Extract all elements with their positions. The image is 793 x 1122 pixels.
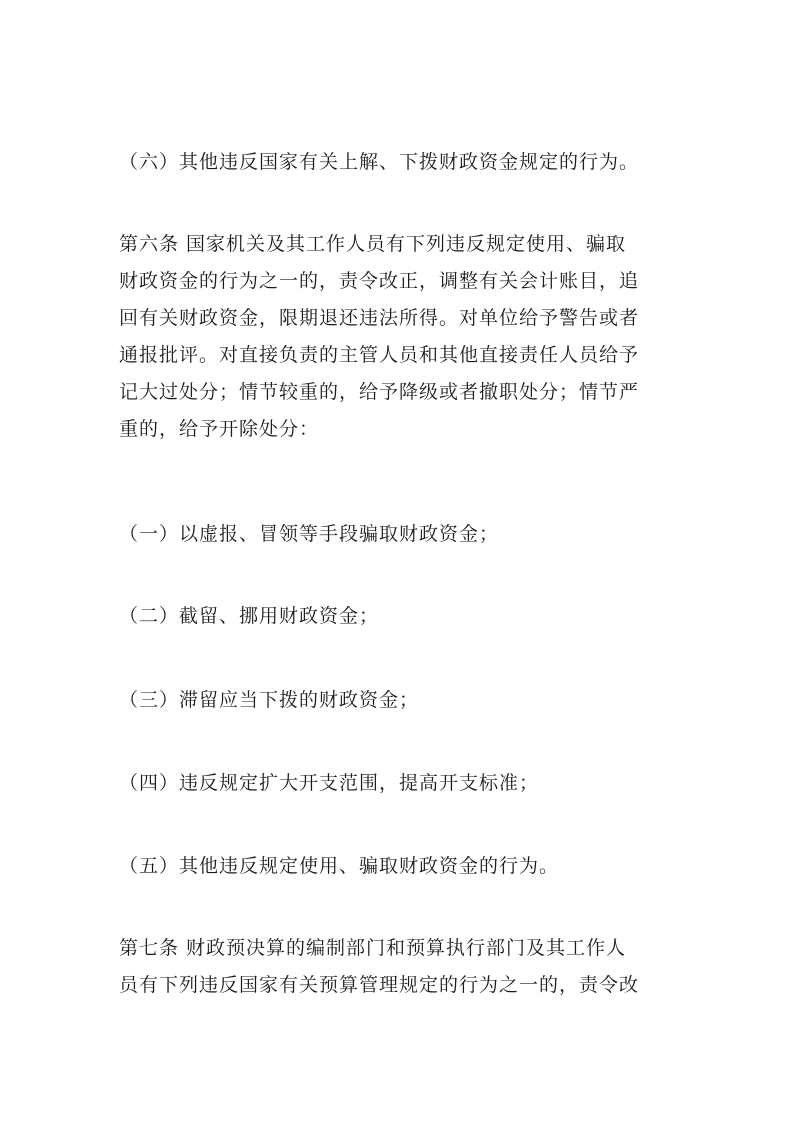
text-line: 员有下列违反国家有关预算管理规定的行为之一的，责令改 — [119, 974, 640, 996]
text-line: （三）滞留应当下拨的财政资金； — [119, 689, 420, 711]
paragraph-article-7 — [119, 930, 679, 1004]
text-line: （五）其他违反规定使用、骗取财政资金的行为。 — [119, 855, 560, 877]
text-line: 回有关财政资金，限期退还违法所得。对单位给予警告或者 — [119, 307, 640, 329]
text-line: 通报批评。对直接负责的主管人员和其他直接责任人员给予 — [119, 344, 640, 366]
text-line: （二）截留、挪用财政资金； — [119, 605, 380, 627]
text-line: 记大过处分；情节较重的，给予降级或者撤职处分；情节严 — [119, 381, 640, 403]
text-line: 重的，给予开除处分： — [119, 418, 320, 440]
paragraph-item-6 — [119, 144, 679, 181]
text-line: （四）违反规定扩大开支范围，提高开支标准； — [119, 772, 540, 794]
paragraph-item-1 — [119, 516, 679, 553]
text-line: 财政资金的行为之一的，责令改正，调整有关会计账目，追 — [119, 270, 640, 292]
text-line: 第六条 国家机关及其工作人员有下列违反规定使用、骗取 — [119, 233, 627, 255]
text-line: （六）其他违反国家有关上解、下拨财政资金规定的行为。 — [119, 151, 640, 173]
paragraph-item-4 — [119, 765, 679, 802]
paragraph-item-2 — [119, 598, 679, 635]
paragraph-item-5 — [119, 848, 679, 885]
text-line: （一）以虚报、冒领等手段骗取财政资金； — [119, 523, 500, 545]
paragraph-article-6 — [119, 226, 679, 448]
paragraph-item-3 — [119, 682, 679, 719]
text-line: 第七条 财政预决算的编制部门和预算执行部门及其工作人 — [119, 937, 627, 959]
